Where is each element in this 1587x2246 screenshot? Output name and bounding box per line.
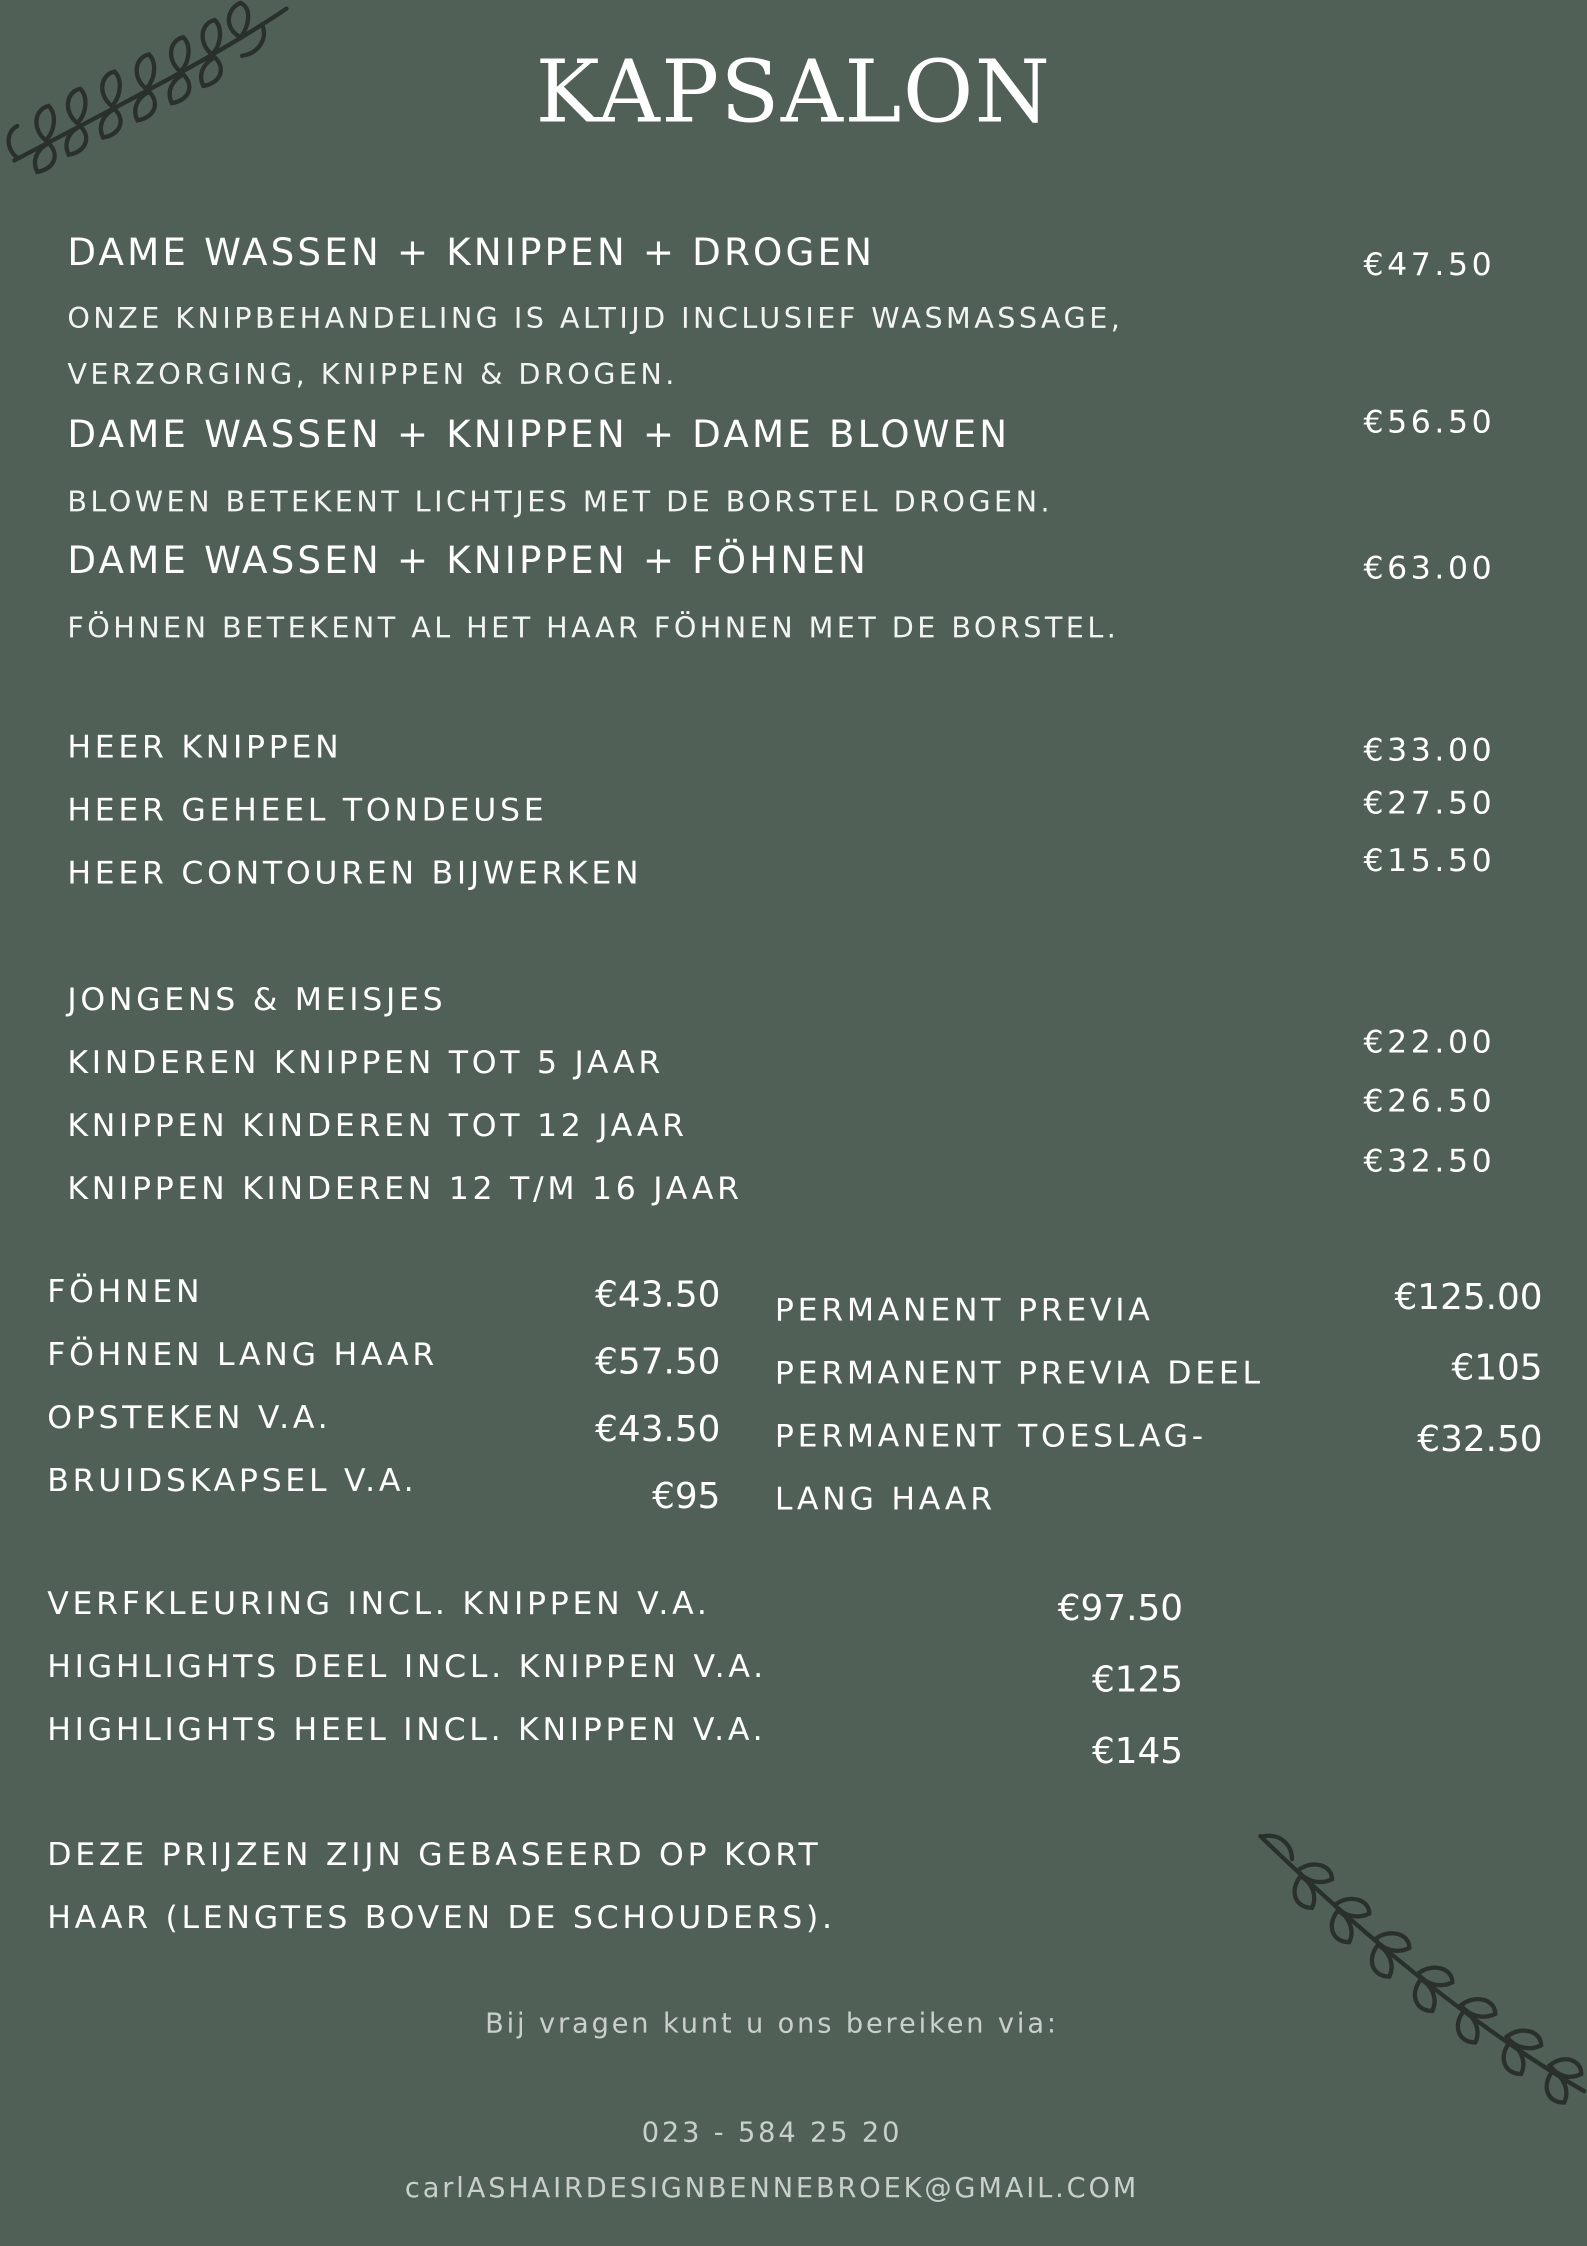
service-name: VERFKLEURING INCL. KNIPPEN V.A. bbox=[47, 1586, 711, 1623]
service-name: LANG HAAR bbox=[774, 1482, 996, 1519]
section-heading: JONGENS & MEISJES bbox=[67, 982, 447, 1019]
service-name: FÖHNEN LANG HAAR bbox=[47, 1337, 438, 1374]
service-price: €15.50 bbox=[1363, 843, 1496, 880]
price-note: DEZE PRIJZEN ZIJN GEBASEERD OP KORT bbox=[47, 1837, 822, 1874]
service-name: HEER GEHEEL TONDEUSE bbox=[67, 793, 548, 830]
service-price: €125 bbox=[1091, 1658, 1184, 1701]
service-name: HIGHLIGHTS HEEL INCL. KNIPPEN V.A. bbox=[47, 1713, 767, 1749]
service-name: DAME WASSEN + KNIPPEN + DAME BLOWEN bbox=[67, 413, 1011, 457]
service-name: FÖHNEN bbox=[47, 1274, 204, 1311]
service-price: €63.00 bbox=[1363, 551, 1496, 588]
service-price: €125.00 bbox=[1394, 1276, 1543, 1318]
service-description: VERZORGING, KNIPPEN & DROGEN. bbox=[67, 356, 678, 392]
service-name: DAME WASSEN + KNIPPEN + FÖHNEN bbox=[67, 539, 870, 583]
service-price: €32.50 bbox=[1417, 1417, 1543, 1460]
service-description: ONZE KNIPBEHANDELING IS ALTIJD INCLUSIEF WASMASSAGE, bbox=[67, 300, 1124, 336]
service-name: PERMANENT PREVIA bbox=[774, 1293, 1154, 1330]
service-price: €26.50 bbox=[1363, 1084, 1496, 1121]
service-price: €56.50 bbox=[1363, 405, 1496, 442]
service-name: PERMANENT TOESLAG- bbox=[774, 1419, 1207, 1456]
service-name: DAME WASSEN + KNIPPEN + DROGEN bbox=[67, 232, 876, 276]
service-price: €27.50 bbox=[1363, 786, 1496, 823]
contact-intro: Bij vragen kunt u ons bereiken via: bbox=[485, 2008, 1059, 2040]
service-name: KINDEREN KNIPPEN TOT 5 JAAR bbox=[67, 1045, 665, 1082]
contact-phone: 023 - 584 25 20 bbox=[641, 2116, 903, 2149]
service-price: €47.50 bbox=[1363, 247, 1496, 284]
price-note: HAAR (LENGTES BOVEN DE SCHOUDERS). bbox=[47, 1900, 836, 1937]
service-price: €43.50 bbox=[595, 1407, 721, 1450]
service-price: €32.50 bbox=[1363, 1144, 1496, 1181]
service-price: €95 bbox=[652, 1475, 721, 1517]
service-price: €105 bbox=[1451, 1346, 1543, 1388]
service-price: €57.50 bbox=[595, 1340, 721, 1383]
service-price: €97.50 bbox=[1057, 1586, 1184, 1629]
service-description: BLOWEN BETEKENT LICHTJES MET DE BORSTEL DROGEN. bbox=[67, 484, 1054, 519]
service-name: KNIPPEN KINDEREN 12 T/M 16 JAAR bbox=[67, 1171, 743, 1208]
service-price: €43.50 bbox=[595, 1273, 721, 1315]
service-name: HEER CONTOUREN BIJWERKEN bbox=[67, 856, 643, 893]
service-name: HEER KNIPPEN bbox=[67, 730, 343, 767]
service-description: FÖHNEN BETEKENT AL HET HAAR FÖHNEN MET DE BORSTEL. bbox=[67, 610, 1120, 645]
service-name: HIGHLIGHTS DEEL INCL. KNIPPEN V.A. bbox=[47, 1650, 767, 1686]
leaf-branch-icon bbox=[1246, 1819, 1587, 2148]
service-price: €22.00 bbox=[1363, 1025, 1496, 1062]
page-title: KAPSALON bbox=[535, 42, 1052, 144]
service-name: OPSTEKEN V.A. bbox=[47, 1400, 332, 1437]
service-name: PERMANENT PREVIA DEEL bbox=[774, 1356, 1264, 1393]
service-price: €33.00 bbox=[1363, 733, 1496, 770]
service-name: KNIPPEN KINDEREN TOT 12 JAAR bbox=[67, 1108, 688, 1145]
contact-email: carlASHAIRDESIGNBENNEBROEK@GMAIL.COM bbox=[404, 2172, 1140, 2205]
service-price: €145 bbox=[1091, 1730, 1184, 1772]
service-name: BRUIDSKAPSEL V.A. bbox=[47, 1463, 418, 1500]
